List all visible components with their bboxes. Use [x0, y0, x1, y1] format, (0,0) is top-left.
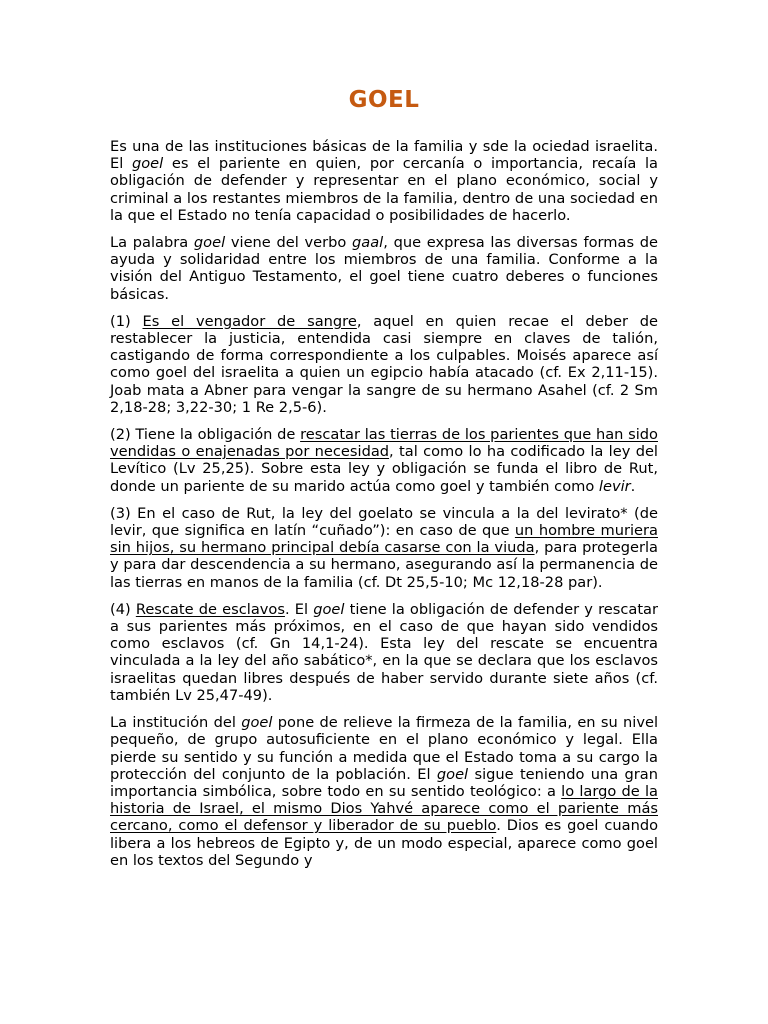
paragraph-duty-3: (3) En el caso de Rut, la ley del goelato se vincula a la del levirato* (de levir, que significa en latín “cuñado”): en caso de que un hombre muriera sin hijos, su hermano principal debía casarse con la viuda, para protegerla y para dar descendencia a su hermano, asegurando así la permanencia de las tierras en manos de la familia (cf. Dt 25,5-10; Mc 12,18-28 par). [110, 504, 658, 591]
underlined-phrase: rescatar las tierras de los parientes que han sido vendidas o enajenadas por necesidad [110, 426, 658, 461]
paragraph-etymology: La palabra goel viene del verbo gaal, que expresa las diversas formas de ayuda y solidaridad entre los miembros de una familia. Conforme a la visión del Antiguo Testamento, el goel tiene cuatro deberes o funciones básicas. [110, 234, 658, 303]
paragraph-duty-4: (4) Rescate de esclavos. El goel tiene la obligación de defender y rescatar a sus parientes más próximos, en el caso de que hayan sido vendidos como esclavos (cf. Gn 14,1-24). Esta ley del rescate se encuentra vinculada a la ley del año sabático*, en la que se declara que los esclavos israelitas quedan libres después de haber servido durante siete años (cf. también Lv 25,47-49). [110, 600, 658, 704]
paragraph-definition: Es una de las instituciones básicas de la familia y sde la ociedad israelita. El goel es el pariente en quien, por cercanía o importancia, recaía la obligación de defender y representar en el plano económico, social y criminal a los restantes miembros de la familia, dentro de una sociedad en la que el Estado no tenía capacidad o posibilidades de hacerlo. [110, 138, 659, 224]
underlined-phrase: Es el vengador de sangre [142, 312, 357, 330]
underlined-phrase: un hombre muriera sin hijos, su hermano principal debía casarse con la viuda [110, 522, 658, 557]
underlined-phrase: lo largo de la historia de Israel, el mismo Dios Yahvé aparece como el pariente más cercano, como el defensor y liberador de su pueblo [110, 782, 658, 835]
paragraph-duty-2: (2) Tiene la obligación de rescatar las tierras de los parientes que han sido vendidas o enajenadas por necesidad, tal como lo ha codificado la ley del Levítico (Lv 25,25). Sobre esta ley y obligación se funda el libro de Rut, donde un pariente de su marido actúa como goel y también como levir. [110, 426, 658, 495]
paragraph-conclusion: La institución del goel pone de relieve la firmeza de la familia, en su nivel pequeño, de grupo autosuficiente en el plano económico y legal. Ella pierde su sentido y su función a medida que el Estado toma a su cargo la protección del conjunto de la población. El goel sigue teniendo una gran importancia simbólica, sobre todo en su sentido teológico: a lo largo de la historia de Israel, el mismo Dios Yahvé aparece como el pariente más cercano, como el defensor y liberador de su pueblo. Dios es goel cuando libera a los hebreos de Egipto y, de un modo especial, aparece como goel en los textos del Segundo y [110, 714, 659, 869]
document-title: GOEL [348, 87, 420, 113]
paragraph-duty-1: (1) Es el vengador de sangre, aquel en quien recae el deber de restablecer la justicia, entendida casi siempre en claves de talión, castigando de forma correspondiente a los culpables. Moisés aparece así como goel del israelita a quien un egipcio había atacado (cf. Ex 2,11-15). Joab mata a Abner para vengar la sangre de su hermano Asahel (cf. 2 Sm 2,18-28; 3,22-30; 1 Re 2,5-6). [110, 312, 658, 416]
underlined-phrase: Rescate de esclavos [135, 600, 285, 618]
document-page [110, 84, 658, 879]
